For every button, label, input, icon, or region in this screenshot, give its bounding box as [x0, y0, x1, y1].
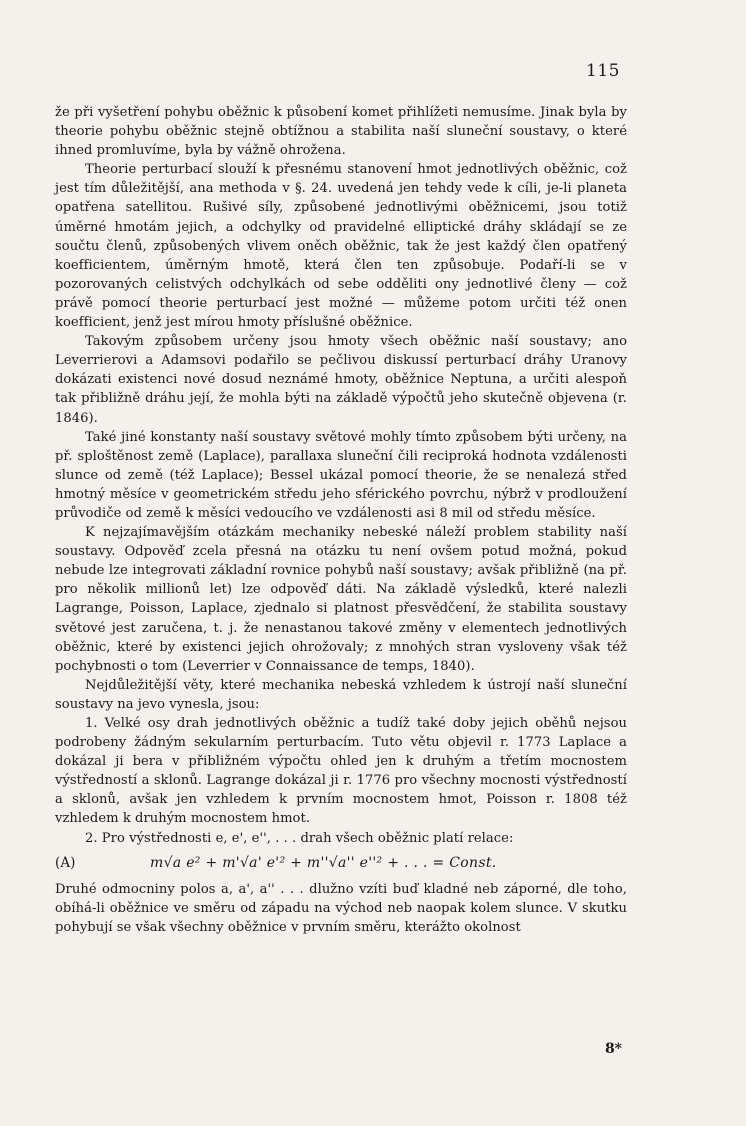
body-text	[55, 103, 627, 937]
formula-expression: m√a e² + m'√a' e'² + m''√a'' e''² + . . . = Const.	[150, 855, 497, 872]
paragraph: že při vyšetření pohybu oběžnic k působení komet přihlížeti nemusíme. Jinak byla by theorie pohybu oběžnic stejně obtížnou a stabilita naší sluneční soustavy, o které ihned promluvíme, byla by vážně ohrožena.	[55, 105, 627, 159]
paragraph: Takovým způsobem určeny jsou hmoty všech oběžnic naší soustavy; ano Leverrierovi a Adamsovi podařilo se pečlivou diskussí perturbací dráhy Uranovy dokázati existenci nové dosud neznámé hmoty, oběžnice Neptuna, a určiti alespoň tak přibližně dráhu její, že mohla býti na základě výpočtů jeho skutečně objevena (r. 1846).	[55, 334, 627, 426]
formula-label: (A)	[55, 855, 76, 872]
paragraph: Theorie perturbací slouží k přesnému stanovení hmot jednotlivých oběžnic, což jest tím důležitější, ana methoda v §. 24. uvedená jen tehdy vede k cíli, je-li planeta opatřena satellitou. Rušivé síly, způsobené jednotlivými oběžnicemi, jsou totiž úměrné hmotám jejich, a odchylky od pravidelné elliptické dráhy skládají se ze součtu členů, způsobených vlivem oněch oběžnic, tak že jest každý člen opatřený koefficientem, úměrným hmotě, která člen ten způsobuje. Podaří-li se v pozorovaných celistvých odchylkách od sebe odděliti ony jednotlivé členy — což právě pomocí theorie perturbací jest možné — můžeme potom určiti též onen koefficient, jenž jest mírou hmoty příslušné oběžnice.	[55, 162, 627, 331]
signature-mark: 8*	[604, 1041, 622, 1057]
paragraph: Také jiné konstanty naší soustavy světové mohly tímto způsobem býti určeny, na př. sploštěnost země (Laplace), parallaxa sluneční čili reciproká hodnota vzdálenosti slunce od země (též Laplace); Bessel ukázal pomocí theorie, že se nenalezá střed hmotný měsíce v geometrickém středu jeho sférického povrchu, nýbrž v prodloužení průvodiče od země k měsíci vedoucího ve vzdálenosti asi 8 mil od středu měsíce.	[55, 429, 627, 521]
formula-row	[55, 851, 627, 877]
paragraph: K nejzajímavějším otázkám mechaniky nebeské náleží problem stability naší soustavy. Odpověď zcela přesná na otázku tu není ovšem potud možná, pokud nebude lze integrovati základní rovnice pohybů naší soustavy; avšak přibližně (na př. pro několik millionů let) lze odpověď dáti. Na základě výsledků, které nalezli Lagrange, Poisson, Laplace, zjednalo si platnost přesvědčení, že stabilita soustavy světové jest zaručena, t. j. že nenastanou takové změny v elementech jednotlivých oběžnic, které by existenci jejich ohrožovaly; z mnohých stran vysloveny však též pochybnosti o tom (Leverrier v Connaissance de temps, 1840).	[55, 525, 627, 674]
page-number: 115	[586, 61, 620, 81]
paragraph: 1. Velké osy drah jednotlivých oběžnic a tudíž také doby jejich oběhů nejsou podrobeny žádným sekularním perturbacím. Tuto větu objevil r. 1773 Laplace a dokázal ji bera v přibližném výpočtu ohled jen k druhým a třetím mocnostem výstředností a sklonů. Lagrange dokázal ji r. 1776 pro všechny mocnosti výstředností a sklonů, avšak jen vzhledem k prvním mocnostem hmot, Poisson r. 1808 též vzhledem k druhým mocnostem hmot.	[55, 716, 627, 827]
paragraph: Druhé odmocniny polos a, a', a'' . . . dlužno vzíti buď kladné neb záporné, dle toho, obíhá-li oběžnice ve směru od západu na východ neb naopak kolem slunce. V skutku pohybují se však všechny oběžnice v prvním směru, kterážto okolnost	[55, 881, 627, 935]
paragraph: Nejdůležitější věty, které mechanika nebeská vzhledem k ústrojí naší sluneční soustavy na jevo vynesla, jsou:	[55, 677, 627, 712]
paragraph: 2. Pro výstřednosti e, e', e'', . . . drah všech oběžnic platí relace:	[85, 830, 514, 846]
